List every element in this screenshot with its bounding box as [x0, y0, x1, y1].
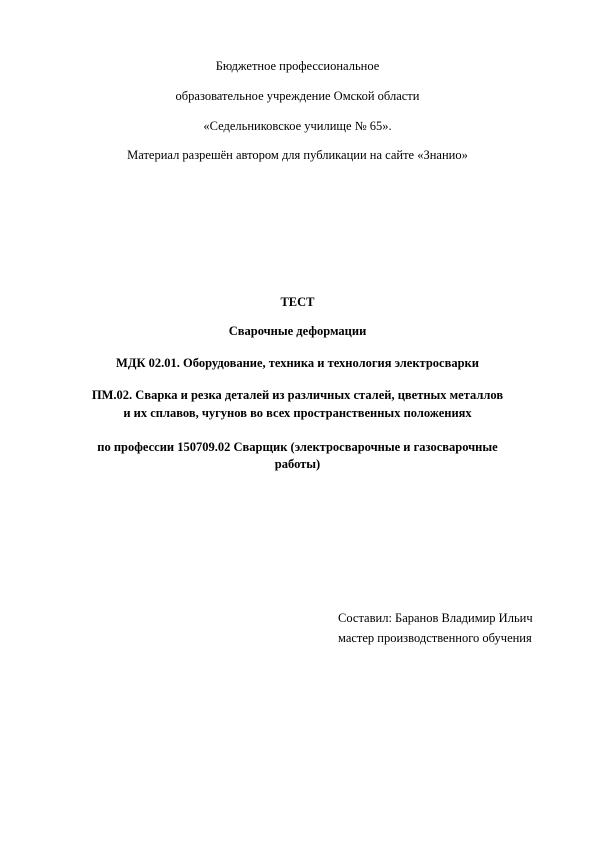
institution-line-1: Бюджетное профессиональное [215, 59, 380, 73]
pm-line-2: и их сплавов, чугунов во всех пространственных положениях [123, 406, 472, 420]
publication-permission-note: Материал разрешён автором для публикации на сайте «Знанио» [127, 148, 468, 162]
document-topic: Сварочные деформации [228, 324, 367, 338]
institution-line-2: образовательное учреждение Омской области [175, 89, 420, 103]
author-name: Составил: Баранов Владимир Ильич [338, 611, 533, 625]
profession-line-2: работы) [274, 457, 321, 471]
pm-line-1: ПМ.02. Сварка и резка деталей из различных сталей, цветных металлов [91, 388, 504, 402]
document-heading: ТЕСТ [280, 295, 315, 309]
institution-line-3: «Седельниковское училище № 65». [203, 119, 392, 133]
mdk-line: МДК 02.01. Оборудование, техника и технология электросварки [116, 356, 479, 370]
author-position: мастер производственного обучения [338, 631, 532, 645]
profession-line-1: по профессии 150709.02 Сварщик (электросварочные и газосварочные [97, 440, 498, 454]
